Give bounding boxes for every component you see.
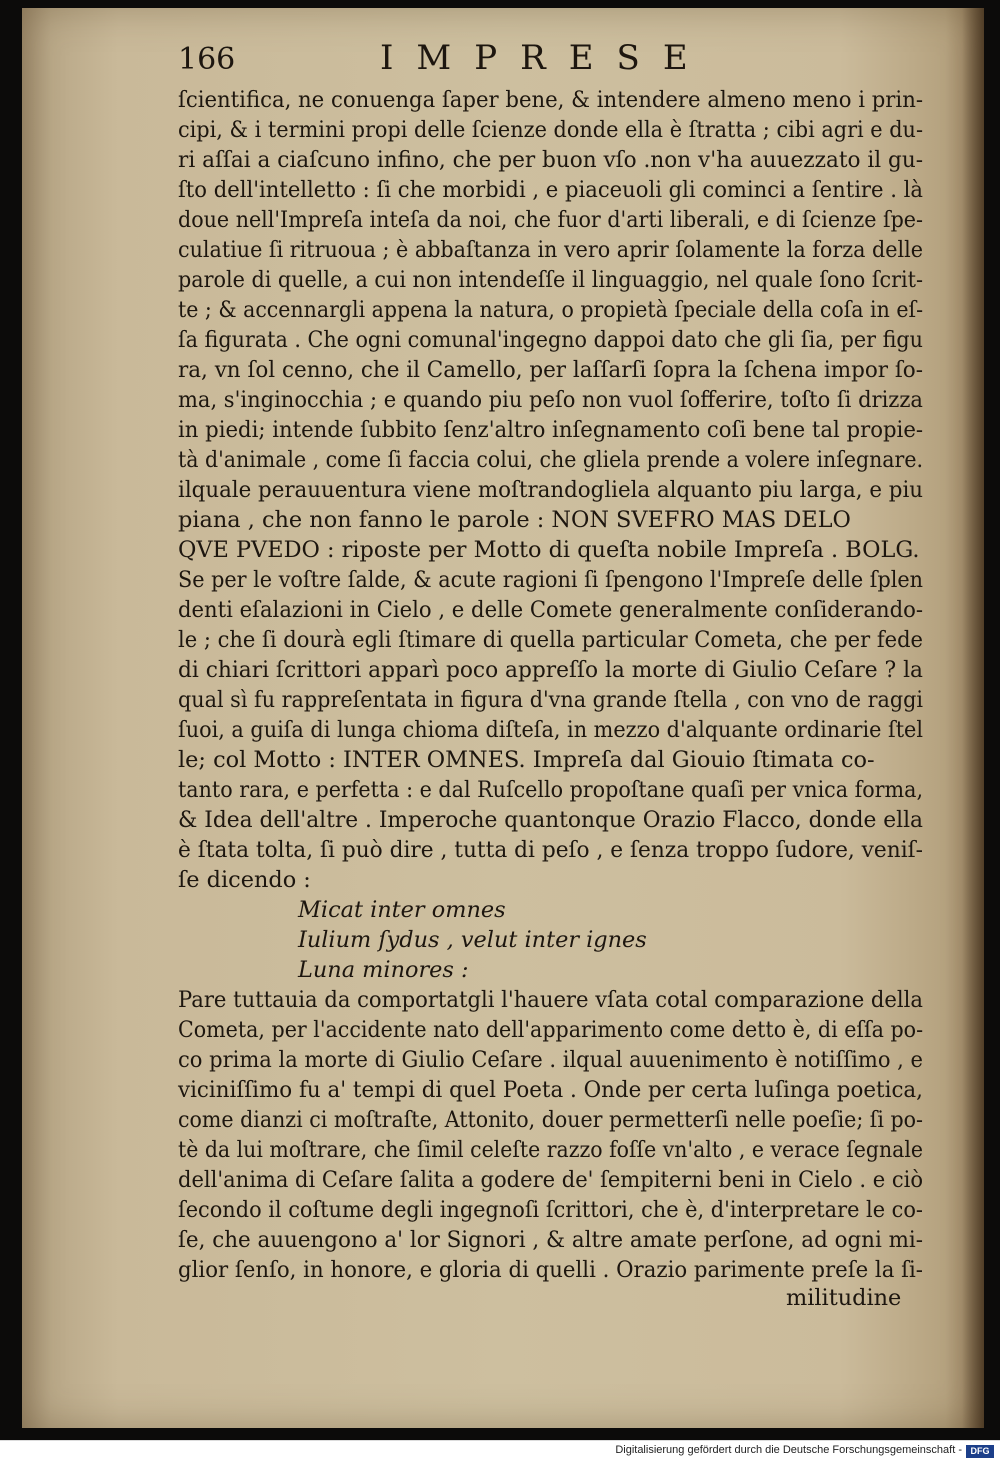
text-line: ſa figurata . Che ogni comunal'ingegno dappoi dato che gli ſia, per figu xyxy=(178,327,923,353)
text-line: Cometa, per l'accidente nato dell'apparimento come detto è, di eſſa po- xyxy=(178,1017,924,1043)
text-line: ri aſſai a ciaſcuno infino, che per buon vſo .non v'ha auuezzato il gu- xyxy=(178,147,924,173)
text-line: ſe, che auuengono a' lor Signori , & altre amate perſone, ad ogni mi- xyxy=(178,1227,924,1253)
text-line: tà d'animale , come ſi faccia colui, che gliela prende a volere inſegnare. xyxy=(178,447,923,473)
text-line: come dianzi ci moſtraſte, Attonito, douer permetterſi nelle poeſie; ſi po- xyxy=(178,1107,924,1133)
text-line: le ; che ſi dourà egli ſtimare di quella particular Cometa, che per fede xyxy=(178,627,923,653)
text-line: co prima la morte di Giulio Ceſare . ilqual auuenimento è notiſſimo , e xyxy=(178,1047,923,1073)
footer-credit: Digitalisierung gefördert durch die Deutsche Forschungsgemeinschaft - xyxy=(615,1444,962,1456)
verse-line: Micat inter omnes xyxy=(298,897,506,923)
text-line: ſe dicendo : xyxy=(178,867,311,893)
text-line: ilquale perauuentura viene moſtrandogliela alquanto piu larga, e piu xyxy=(178,477,924,503)
text-line: ra, vn ſol cenno, che il Camello, per laſſarſi ſopra la ſchena impor ſo- xyxy=(178,357,923,383)
text-line: di chiari ſcrittori apparì poco appreſſo la morte di Giulio Ceſare ? la xyxy=(178,657,923,683)
text-line: QVE PVEDO : riposte per Motto di queſta nobile Impreſa . BOLG. xyxy=(178,537,920,563)
text-line: è ſtata tolta, ſi può dire , tutta di peſo , e ſenza troppo ſudore, veniſ- xyxy=(178,837,923,863)
text-line: ſuoi, a guiſa di lunga chioma diſteſa, in mezzo d'alquante ordinarie ſtel xyxy=(178,717,924,743)
text-line: parole di quelle, a cui non intendeſſe il linguaggio, nel quale ſono ſcrit- xyxy=(178,267,923,293)
page-number: 166 xyxy=(178,42,236,77)
text-line: denti eſalazioni in Cielo , e delle Comete generalmente conſiderando- xyxy=(178,597,924,623)
text-line: dell'anima di Ceſare ſalita a godere de' ſempiterni beni in Cielo . e ciò xyxy=(178,1167,924,1193)
text-line: qual sì fu rappreſentata in figura d'vna grande ſtella , con vno de raggi xyxy=(178,687,923,713)
verse-line: Luna minores : xyxy=(298,957,469,983)
text-line: Pare tuttauia da comportatgli l'hauere vſata cotal comparazione della xyxy=(178,987,923,1013)
text-line: viciniſſimo fu a' tempi di quel Poeta . Onde per certa luſinga poetica, xyxy=(178,1077,923,1103)
text-line: Se per le voſtre ſalde, & acute ragioni ſi ſpengono l'Impreſe delle ſplen xyxy=(178,567,924,593)
text-line: tanto rara, e perfetta : e dal Ruſcello propoſtane quaſi per vnica forma, xyxy=(178,777,924,803)
verse-line: Iulium ſydus , velut inter ignes xyxy=(298,927,647,953)
footer-bar xyxy=(0,1440,1000,1463)
text-line: piana , che non fanno le parole : NON SVEFRO MAS DELO xyxy=(178,507,851,533)
text-line: ſcientifica, ne conuenga ſaper bene, & intendere almeno meno i prin- xyxy=(178,87,924,113)
text-line: in piedi; intende ſubbito ſenz'altro inſegnamento coſi bene tal propie- xyxy=(178,417,924,443)
catchword: militudine xyxy=(786,1285,902,1311)
text-line: te ; & accennargli appena la natura, o propietà ſpeciale della coſa in eſ- xyxy=(178,297,923,323)
text-line: ſto dell'intelletto : ſi che morbidi , e piaceuoli gli cominci a ſentire . là xyxy=(178,177,923,203)
text-line: tè da lui moſtrare, che ſimil celeſte razzo foſſe vn'alto , e verace ſegnale xyxy=(178,1137,924,1163)
dfg-logo: DFG xyxy=(966,1445,994,1458)
text-line: ma, s'inginocchia ; e quando piu peſo non vuol ſofferire, toſto ſi drizza xyxy=(178,387,923,413)
text-line: glior ſenſo, in honore, e gloria di quelli . Orazio parimente preſe la ſi- xyxy=(178,1257,923,1283)
text-line: doue nell'Impreſa inteſa da noi, che fuor d'arti liberali, e di ſcienze ſpe- xyxy=(178,207,924,233)
page-gutter-shadow xyxy=(962,8,984,1428)
text-line: ſecondo il coſtume degli ingegnoſi ſcrittori, che è, d'interpretare le co- xyxy=(178,1197,923,1223)
running-head: IMPRESE xyxy=(380,38,711,78)
text-line: culatiue ſi ritruoua ; è abbaſtanza in vero aprir ſolamente la forza delle xyxy=(178,237,924,263)
text-line: le; col Motto : INTER OMNES. Impreſa dal Giouio ſtimata co- xyxy=(178,747,875,773)
text-line: & Idea dell'altre . Imperoche quantonque Orazio Flacco, donde ella xyxy=(178,807,924,833)
text-line: cipi, & i termini propi delle ſcienze donde ella è ſtratta ; cibi agri e du- xyxy=(178,117,923,143)
